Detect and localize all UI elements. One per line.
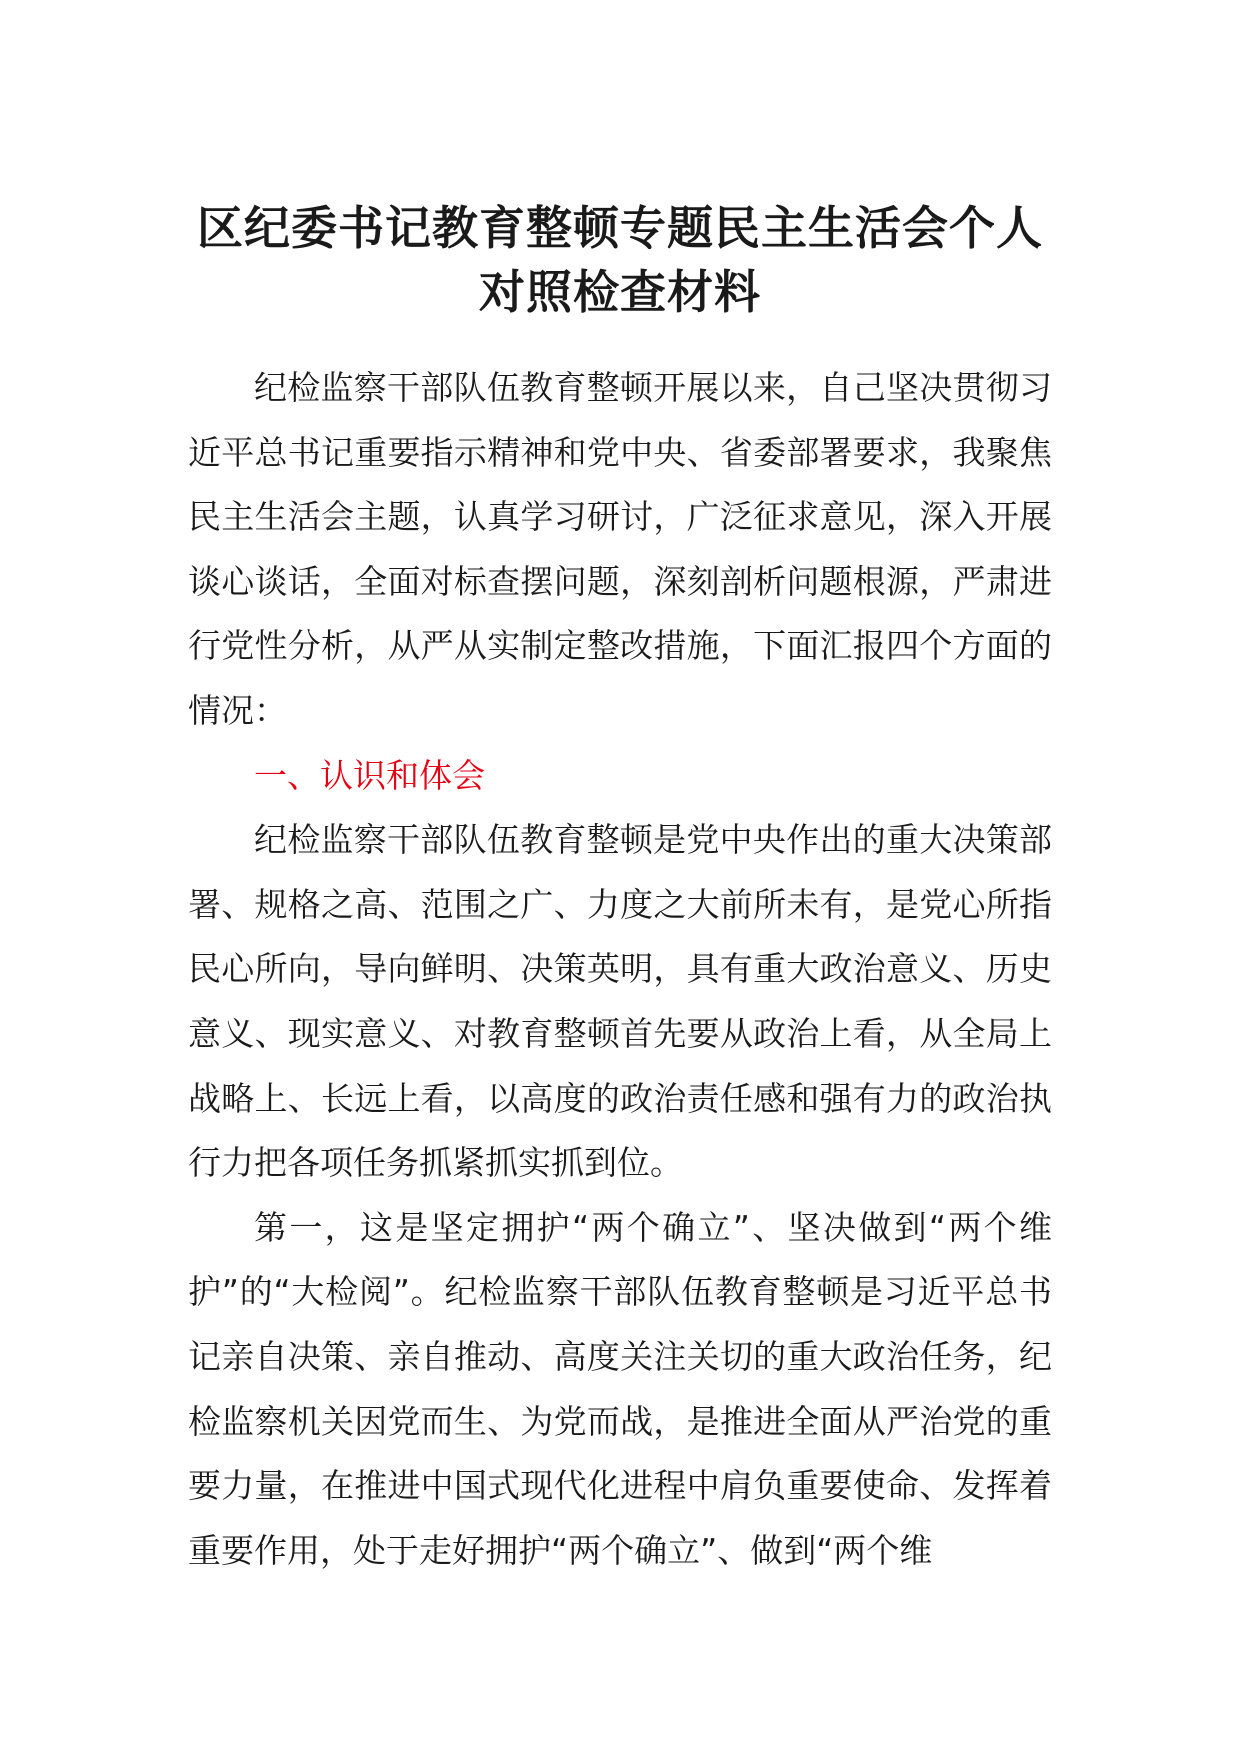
section-paragraph: 第一，这是坚定拥护“两个确立”、坚决做到“两个维护”的“大检阅”。纪检监察干部队伍教育整顿是习近平总书记亲自决策、亲自推动、高度关注关切的重大政治任务，纪检监察机关因党而生、为党而战，是推进全面从严治党的重要力量，在推进中国式现代化进程中肩负重要使命、发挥着重要作用，处于走好拥护“两个确立”、做到“两个维 <box>188 1207 1052 1570</box>
document-title: 区纪委书记教育整顿专题民主生活会个人对照检查材料 <box>197 201 1043 319</box>
section-heading: 一、认识和体会 <box>254 755 485 795</box>
document-body <box>188 356 1052 1583</box>
intro-paragraph: 纪检监察干部队伍教育整顿开展以来，自己坚决贯彻习近平总书记重要指示精神和党中央、省委部署要求，我聚焦民主生活会主题，认真学习研讨，广泛征求意见，深入开展谈心谈话，全面对标查摆问题，深刻剖析问题根源，严肃进行党性分析，从严从实制定整改措施，下面汇报四个方面的情况： <box>188 368 1052 730</box>
section-paragraph: 纪检监察干部队伍教育整顿是党中央作出的重大决策部署、规格之高、范围之广、力度之大前所未有，是党心所指民心所向，导向鲜明、决策英明，具有重大政治意义、历史意义、现实意义、对教育整顿首先要从政治上看，从全局上战略上、长远上看，以高度的政治责任感和强有力的政治执行力把各项任务抓紧抓实抓到位。 <box>188 820 1052 1183</box>
